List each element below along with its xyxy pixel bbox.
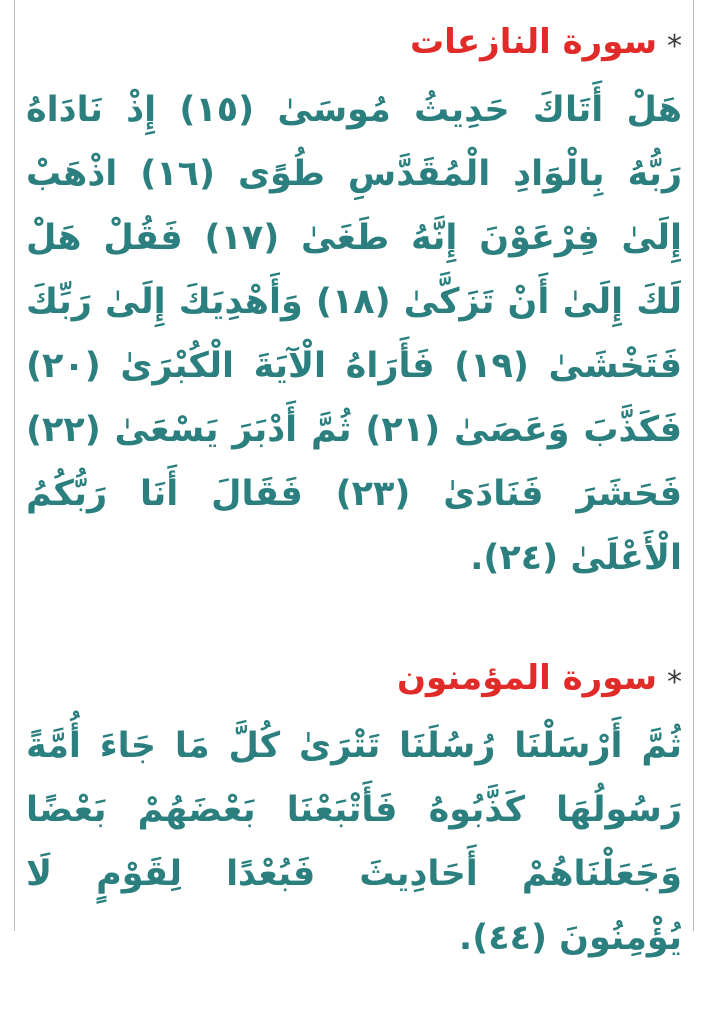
surah-heading <box>26 14 682 70</box>
verse-text: ثُمَّ أَرْسَلْنَا رُسُلَنَا تَتْرَىٰ كُلَّ مَا جَاءَ أُمَّةً رَسُولُهَا كَذَّبُوهُ فَأَتْبَعْنَا بَعْضَهُمْ بَعْضًا وَجَعَلْنَاهُمْ أَحَادِيثَ فَبُعْدًا لِقَوْمٍ لَا يُؤْمِنُونَ (٤٤). <box>26 726 682 958</box>
surah-title: سورة المؤمنون <box>396 658 657 698</box>
surah-section-naziat <box>26 14 682 590</box>
asterisk-marker: * <box>667 665 682 700</box>
surah-title: سورة النازعات <box>409 22 657 62</box>
verse-text: هَلْ أَتَاكَ حَدِيثُ مُوسَىٰ (١٥) إِذْ نَادَاهُ رَبُّهُ بِالْوَادِ الْمُقَدَّسِ طُوًى (١٦) اذْهَبْ إِلَىٰ فِرْعَوْنَ إِنَّهُ طَغَىٰ (١٧) فَقُلْ هَلْ لَكَ إِلَىٰ أَنْ تَزَكَّىٰ (١٨) وَأَهْدِيَكَ إِلَىٰ رَبِّكَ فَتَخْشَىٰ (١٩) فَأَرَاهُ الْآيَةَ الْكُبْرَىٰ (٢٠) فَكَذَّبَ وَعَصَىٰ (٢١) ثُمَّ أَدْبَرَ يَسْعَىٰ (٢٢) فَحَشَرَ فَنَادَىٰ (٢٣) فَقَالَ أَنَا رَبُّكُمُ الْأَعْلَىٰ (٢٤). <box>26 90 682 578</box>
surah-heading <box>26 650 682 706</box>
asterisk-marker: * <box>667 29 682 64</box>
document-page <box>16 14 692 1030</box>
surah-section-muminun <box>26 650 682 970</box>
